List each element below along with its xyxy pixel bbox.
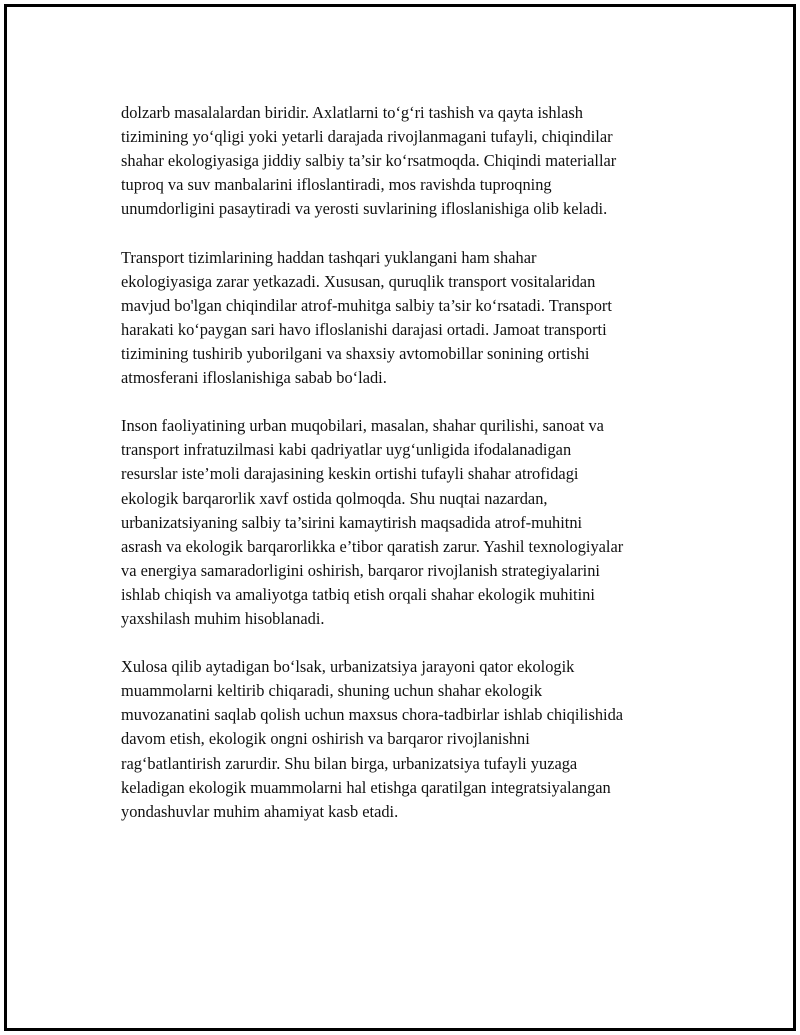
text-line: dolzarb masalalardan biridir. Axlatlarni to‘g‘ri tashish va qayta ishlash <box>121 103 583 122</box>
text-line: rag‘batlantirish zarurdir. Shu bilan birga, urbanizatsiya tufayli yuzaga <box>121 753 578 773</box>
text-line: Xulosa qilib aytadigan bo‘lsak, urbanizatsiya jarayoni qator ekologik <box>121 657 575 677</box>
text-line: harakati ko‘paygan sari havo ifloslanishi darajasi ortadi. Jamoat transporti <box>121 319 607 339</box>
text-line: mavjud bo'lgan chiqindilar atrof-muhitga salbiy ta’sir ko‘rsatadi. Transport <box>121 295 612 315</box>
text-line: yaxshilash muhim hisoblanadi. <box>121 608 325 628</box>
text-line: muvozanatini saqlab qolish uchun maxsus chora-tadbirlar ishlab chiqilishida <box>121 705 624 725</box>
text-line: shahar ekologiyasiga jiddiy salbiy ta’sir ko‘rsatmoqda. Chiqindi materiallar <box>121 151 617 171</box>
document-body <box>121 101 701 848</box>
page-frame <box>4 4 796 1031</box>
text-line: ekologik barqarorlik xavf ostida qolmoqda. Shu nuqtai nazardan, <box>121 488 548 508</box>
text-line: yondashuvlar muhim ahamiyat kasb etadi. <box>121 801 399 821</box>
text-line: unumdorligini pasaytiradi va yerosti suvlarining ifloslanishiga olib keladi. <box>121 199 608 219</box>
text-line: tizimining tushirib yuborilgani va shaxsiy avtomobillar sonining ortishi <box>121 343 590 363</box>
paragraph-transport <box>121 246 701 391</box>
text-line: tizimining yo‘qligi yoki yetarli darajada rivojlanmagani tufayli, chiqindilar <box>121 127 613 147</box>
text-line: resurslar iste’moli darajasining keskin ortishi tufayli shahar atrofidagi <box>121 464 579 484</box>
paragraph-waste <box>121 101 701 221</box>
text-line: muammolarni keltirib chiqaradi, shuning uchun shahar ekologik <box>121 681 543 701</box>
text-line: tuproq va suv manbalarini ifloslantiradi, mos ravishda tuproqning <box>121 175 552 195</box>
text-line: asrash va ekologik barqarorlikka e’tibor qaratish zarur. Yashil texnologiyalar <box>121 536 624 556</box>
text-line: transport infratuzilmasi kabi qadriyatlar uyg‘unligida ifodalanadigan <box>121 440 572 460</box>
paragraph-human-activity <box>121 414 701 631</box>
text-line: Transport tizimlarining haddan tashqari yuklangani ham shahar <box>121 247 537 267</box>
text-line: ishlab chiqish va amaliyotga tatbiq etish orqali shahar ekologik muhitini <box>121 584 595 604</box>
text-line: davom etish, ekologik ongni oshirish va barqaror rivojlanishni <box>121 729 530 749</box>
text-line: atmosferani ifloslanishiga sabab bo‘ladi. <box>121 368 387 388</box>
text-line: Inson faoliyatining urban muqobilari, masalan, shahar qurilishi, sanoat va <box>121 416 604 436</box>
text-line: keladigan ekologik muammolarni hal etishga qaratilgan integratsiyalangan <box>121 777 611 797</box>
text-line: ekologiyasiga zarar yetkazadi. Xususan, quruqlik transport vositalaridan <box>121 271 596 291</box>
text-line: va energiya samaradorligini oshirish, barqaror rivojlanish strategiyalarini <box>121 560 600 580</box>
paragraph-conclusion <box>121 655 701 824</box>
text-line: urbanizatsiyaning salbiy ta’sirini kamaytirish maqsadida atrof-muhitni <box>121 512 583 532</box>
